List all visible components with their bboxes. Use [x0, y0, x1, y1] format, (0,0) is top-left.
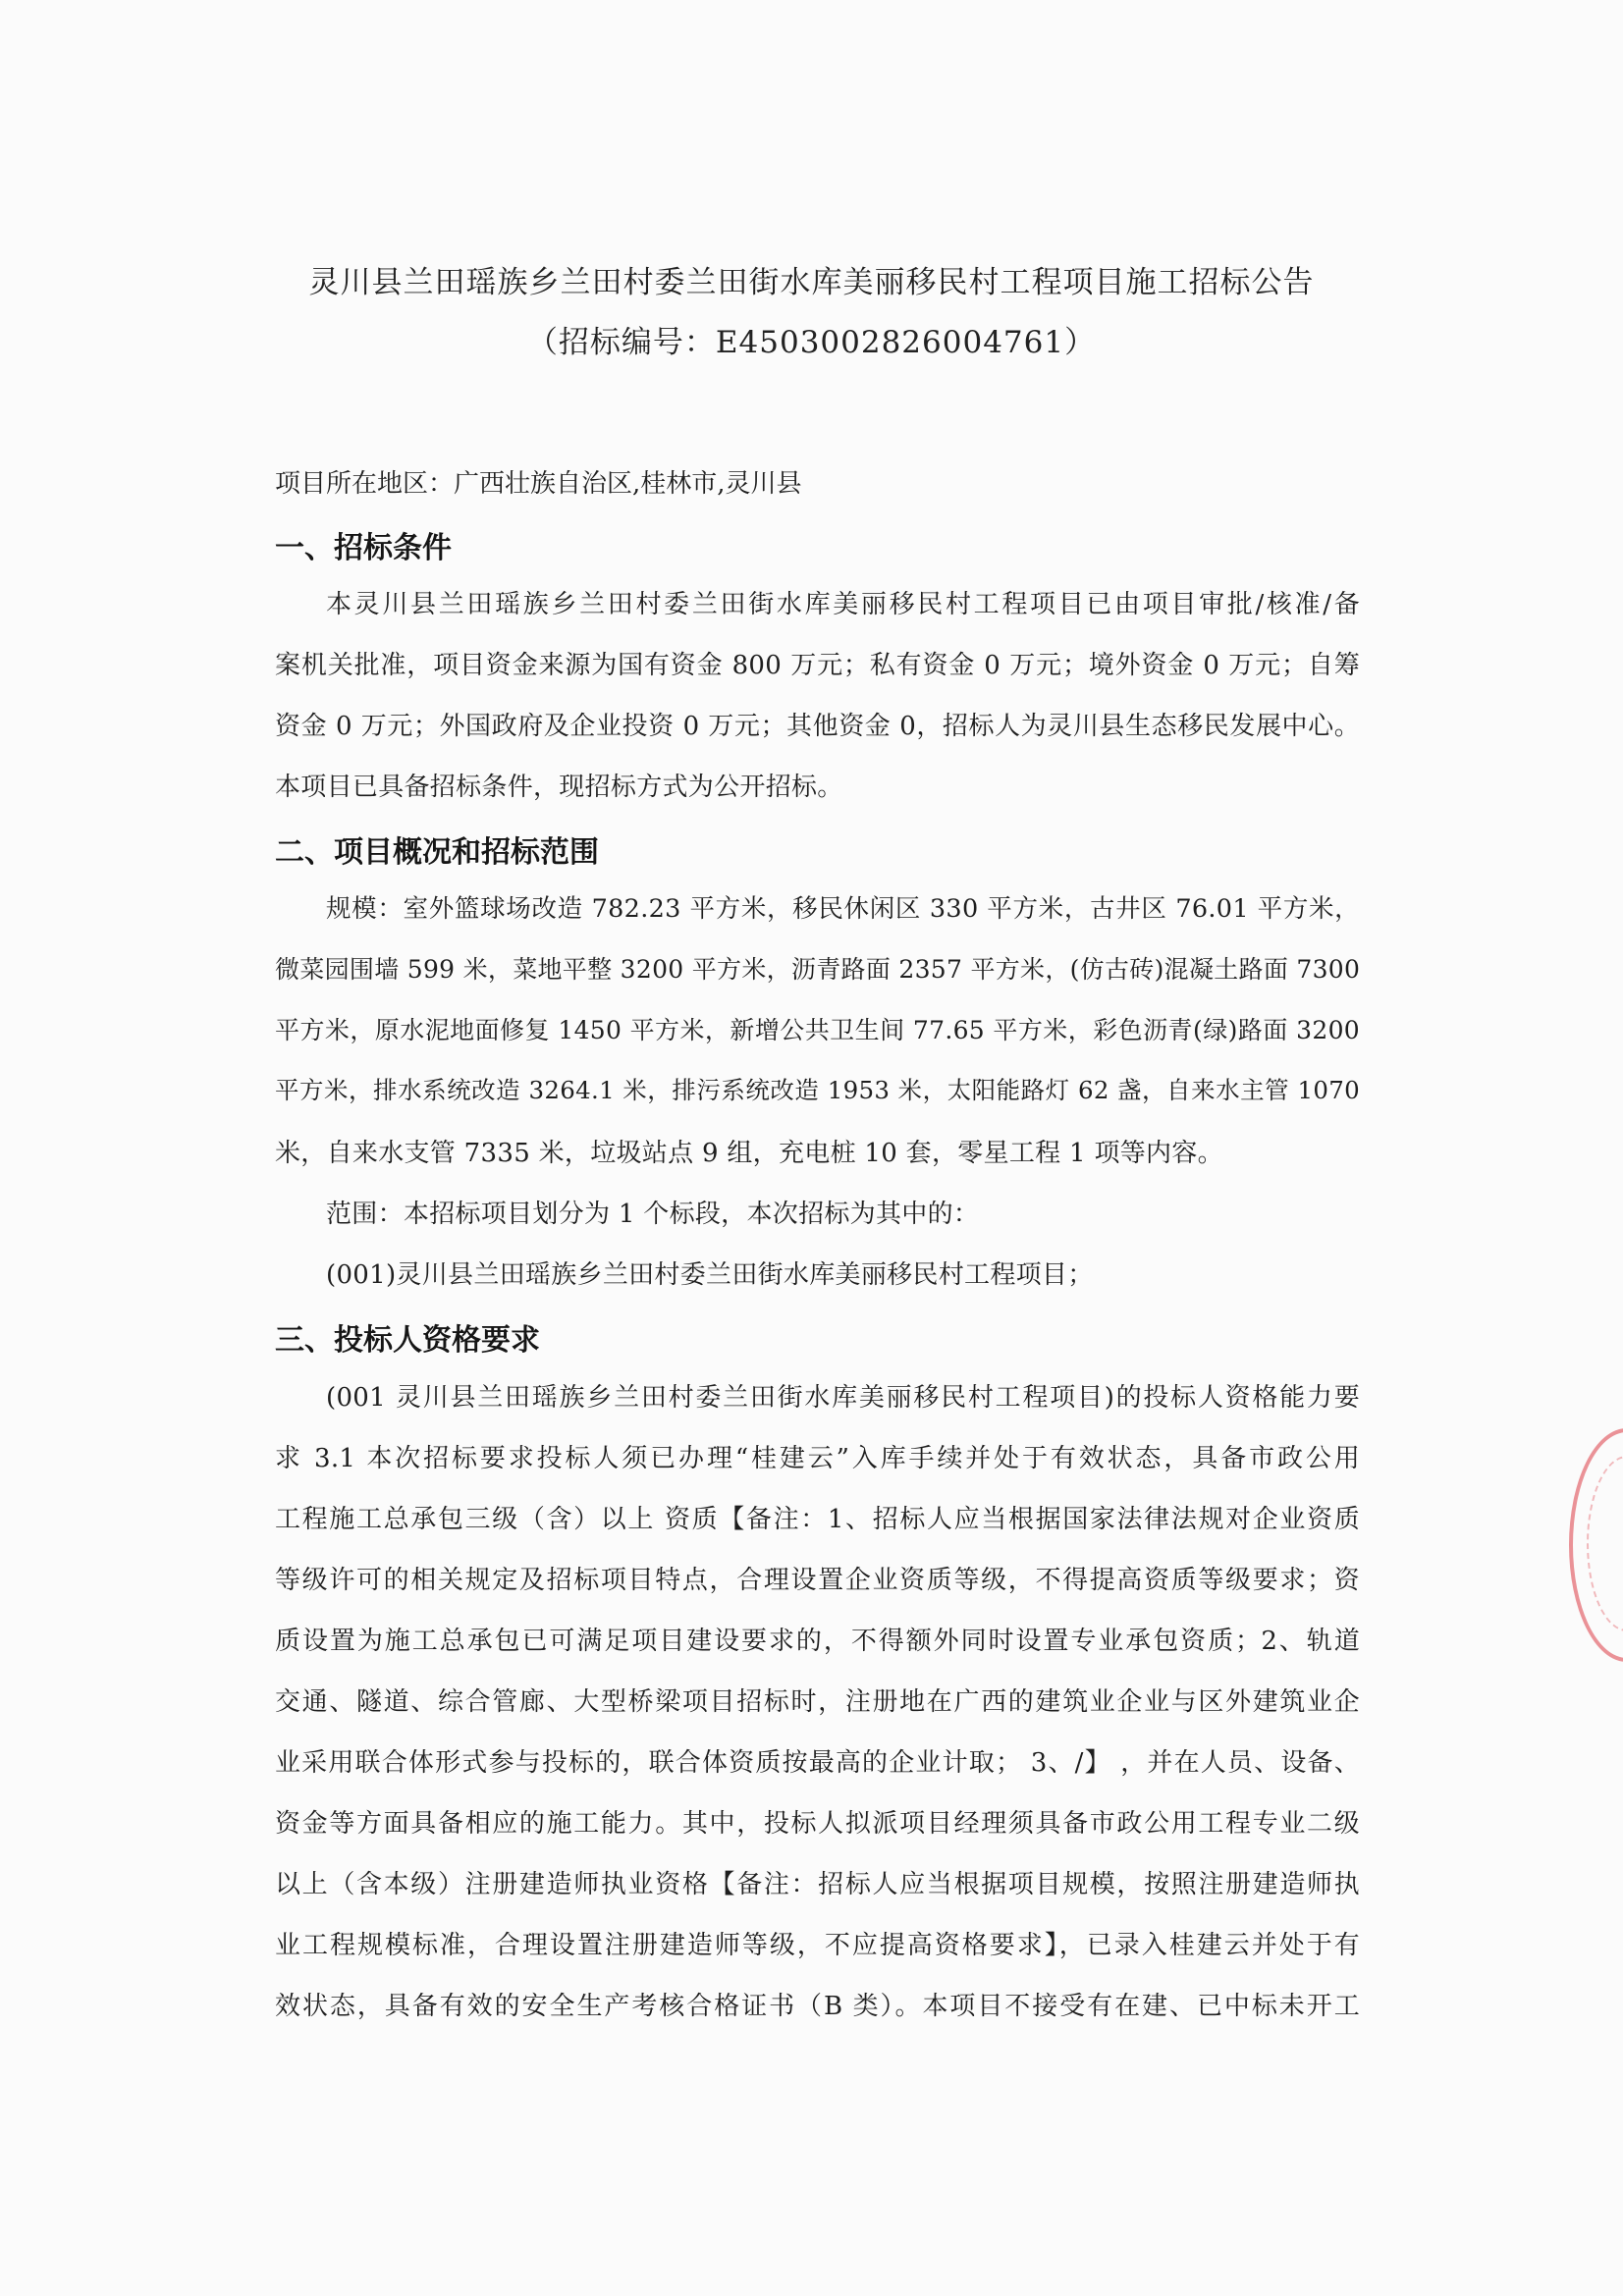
paragraph-line: 求 3.1 本次招标要求投标人须已办理“桂建云”入库手续并处于有效状态，具备市政公用	[275, 1444, 1360, 1473]
bid-number: （招标编号：E4503002826004761）	[526, 325, 1097, 360]
paragraph-line: 平方米，原水泥地面修复 1450 平方米，新增公共卫生间 77.65 平方米，彩色沥青(绿)路面 3200	[275, 1016, 1360, 1044]
paragraph-line: 米，自来水支管 7335 米，垃圾站点 9 组，充电桩 10 套，零星工程 1 项等内容。	[275, 1139, 1223, 1168]
section-heading-bidder-qualifications: 三、投标人资格要求	[275, 1323, 540, 1358]
paragraph-line: 本灵川县兰田瑶族乡兰田村委兰田街水库美丽移民村工程项目已由项目审批/核准/备	[326, 590, 1360, 619]
official-seal-icon	[1569, 1428, 1623, 1662]
paragraph-line: 交通、隧道、综合管廊、大型桥梁项目招标时，注册地在广西的建筑业企业与区外建筑业企	[275, 1687, 1360, 1717]
project-location: 项目所在地区：广西壮族自治区,桂林市,灵川县	[275, 469, 802, 499]
seal-inner-ring	[1587, 1456, 1623, 1631]
paragraph-line: 业采用联合体形式参与投标的，联合体资质按最高的企业计取； 3、/】 ，并在人员、设备、	[275, 1748, 1360, 1778]
paragraph-line: (001)灵川县兰田瑶族乡兰田村委兰田街水库美丽移民村工程项目；	[326, 1260, 1094, 1290]
paragraph-line: 本项目已具备招标条件，现招标方式为公开招标。	[275, 773, 843, 802]
paragraph-line: 质设置为施工总承包已可满足项目建设要求的，不得额外同时设置专业承包资质；2、轨道	[275, 1627, 1360, 1656]
paragraph-line: 效状态，具备有效的安全生产考核合格证书（B 类）。本项目不接受有在建、已中标未开工	[275, 1992, 1360, 2021]
paragraph-line: 业工程规模标准，合理设置注册建造师等级，不应提高资格要求】，已录入桂建云并处于有	[275, 1931, 1360, 1960]
paragraph-line: 以上（含本级）注册建造师执业资格【备注：招标人应当根据项目规模，按照注册建造师执	[275, 1870, 1360, 1899]
paragraph-line: 等级许可的相关规定及招标项目特点，合理设置企业资质等级，不得提高资质等级要求；资	[275, 1566, 1360, 1595]
paragraph-line: 资金等方面具备相应的施工能力。其中，投标人拟派项目经理须具备市政公用工程专业二级	[275, 1809, 1360, 1839]
document-title: 灵川县兰田瑶族乡兰田村委兰田街水库美丽移民村工程项目施工招标公告	[308, 265, 1315, 300]
paragraph-line: 平方米，排水系统改造 3264.1 米，排污系统改造 1953 米，太阳能路灯 62 盏，自来水主管 1070	[275, 1076, 1360, 1104]
section-heading-bidding-conditions: 一、招标条件	[275, 531, 452, 565]
paragraph-line: 微菜园围墙 599 米，菜地平整 3200 平方米，沥青路面 2357 平方米，(仿古砖)混凝土路面 7300	[275, 955, 1361, 984]
paragraph-line: 工程施工总承包三级（含）以上 资质【备注：1、招标人应当根据国家法律法规对企业资质	[275, 1505, 1360, 1534]
paragraph-line: 资金 0 万元；外国政府及企业投资 0 万元；其他资金 0，招标人为灵川县生态移民发展中心。	[275, 712, 1360, 741]
paragraph-line: 案机关批准，项目资金来源为国有资金 800 万元；私有资金 0 万元；境外资金 0 万元；自筹	[275, 651, 1360, 680]
section-heading-project-overview: 二、项目概况和招标范围	[275, 835, 599, 870]
paragraph-line: 范围：本招标项目划分为 1 个标段，本次招标为其中的：	[326, 1200, 980, 1229]
paragraph-line: 规模：室外篮球场改造 782.23 平方米，移民休闲区 330 平方米，古井区 76.01 平方米，	[326, 894, 1360, 924]
paragraph-line: (001 灵川县兰田瑶族乡兰田村委兰田街水库美丽移民村工程项目)的投标人资格能力要	[326, 1383, 1360, 1413]
